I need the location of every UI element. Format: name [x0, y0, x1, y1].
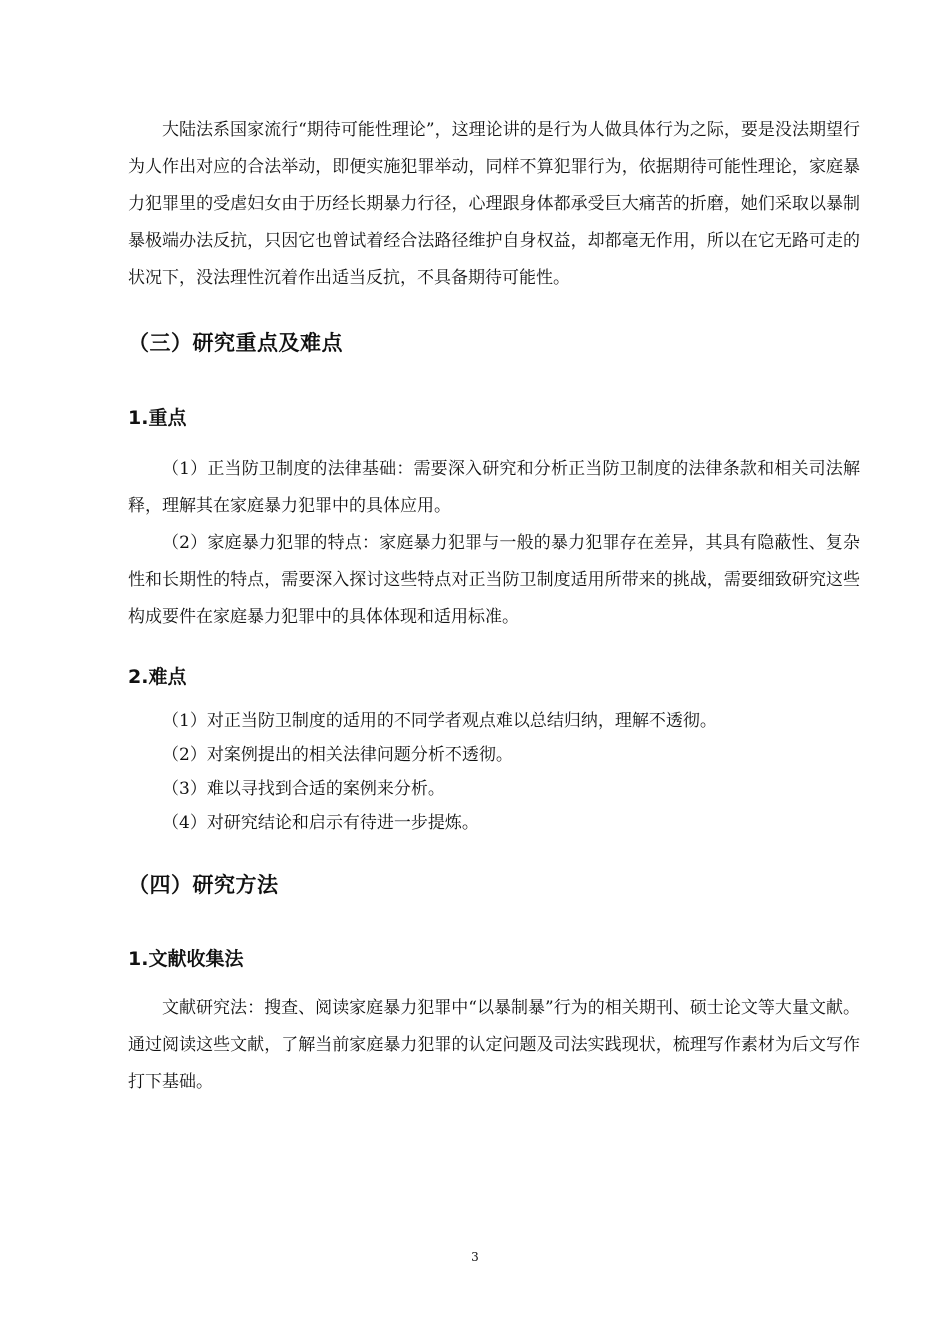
- page-number: 3: [471, 1250, 479, 1264]
- difficulty-4: （4）对研究结论和启示有待进一步提炼。: [162, 813, 479, 833]
- subheading-literature-method: 1.文献收集法: [128, 948, 244, 970]
- subheading-difficulties: 2.难点: [128, 666, 187, 688]
- key-point-2: （2）家庭暴力犯罪的特点：家庭暴力犯罪与一般的暴力犯罪存在差异，其具有隐蔽性、复杂性和长期性的特点，需要深入探讨这些特点对正当防卫制度适用所带来的挑战，需要细致研究这些构成要件在家庭暴力犯罪中的具体体现和适用标准。: [128, 533, 860, 627]
- section-heading-research-focus: （三）研究重点及难点: [128, 331, 343, 355]
- difficulty-2: （2）对案例提出的相关法律问题分析不透彻。: [162, 745, 513, 765]
- subheading-key-points: 1.重点: [128, 407, 187, 429]
- intro-paragraph: 大陆法系国家流行“期待可能性理论”，这理论讲的是行为人做具体行为之际，要是没法期望行为人作出对应的合法举动，即便实施犯罪举动，同样不算犯罪行为，依据期待可能性理论，家庭暴力犯罪里的受虐妇女由于历经长期暴力行径，心理跟身体都承受巨大痛苦的折磨，她们采取以暴制暴极端办法反抗，只因它也曾试着经合法路径维护自身权益，却都毫无作用，所以在它无路可走的状况下，没法理性沉着作出适当反抗，不具备期待可能性。: [128, 120, 860, 288]
- difficulty-1: （1）对正当防卫制度的适用的不同学者观点难以总结归纳，理解不透彻。: [162, 711, 717, 731]
- section-heading-research-methods: （四）研究方法: [128, 873, 279, 897]
- page-content: [128, 112, 860, 1101]
- key-point-1: （1）正当防卫制度的法律基础：需要深入研究和分析正当防卫制度的法律条款和相关司法解释，理解其在家庭暴力犯罪中的具体应用。: [128, 459, 860, 516]
- literature-method-paragraph: 文献研究法：搜查、阅读家庭暴力犯罪中“以暴制暴”行为的相关期刊、硕士论文等大量文献。通过阅读这些文献，了解当前家庭暴力犯罪的认定问题及司法实践现状，梳理写作素材为后文写作打下基础。: [128, 998, 860, 1092]
- difficulty-3: （3）难以寻找到合适的案例来分析。: [162, 779, 445, 799]
